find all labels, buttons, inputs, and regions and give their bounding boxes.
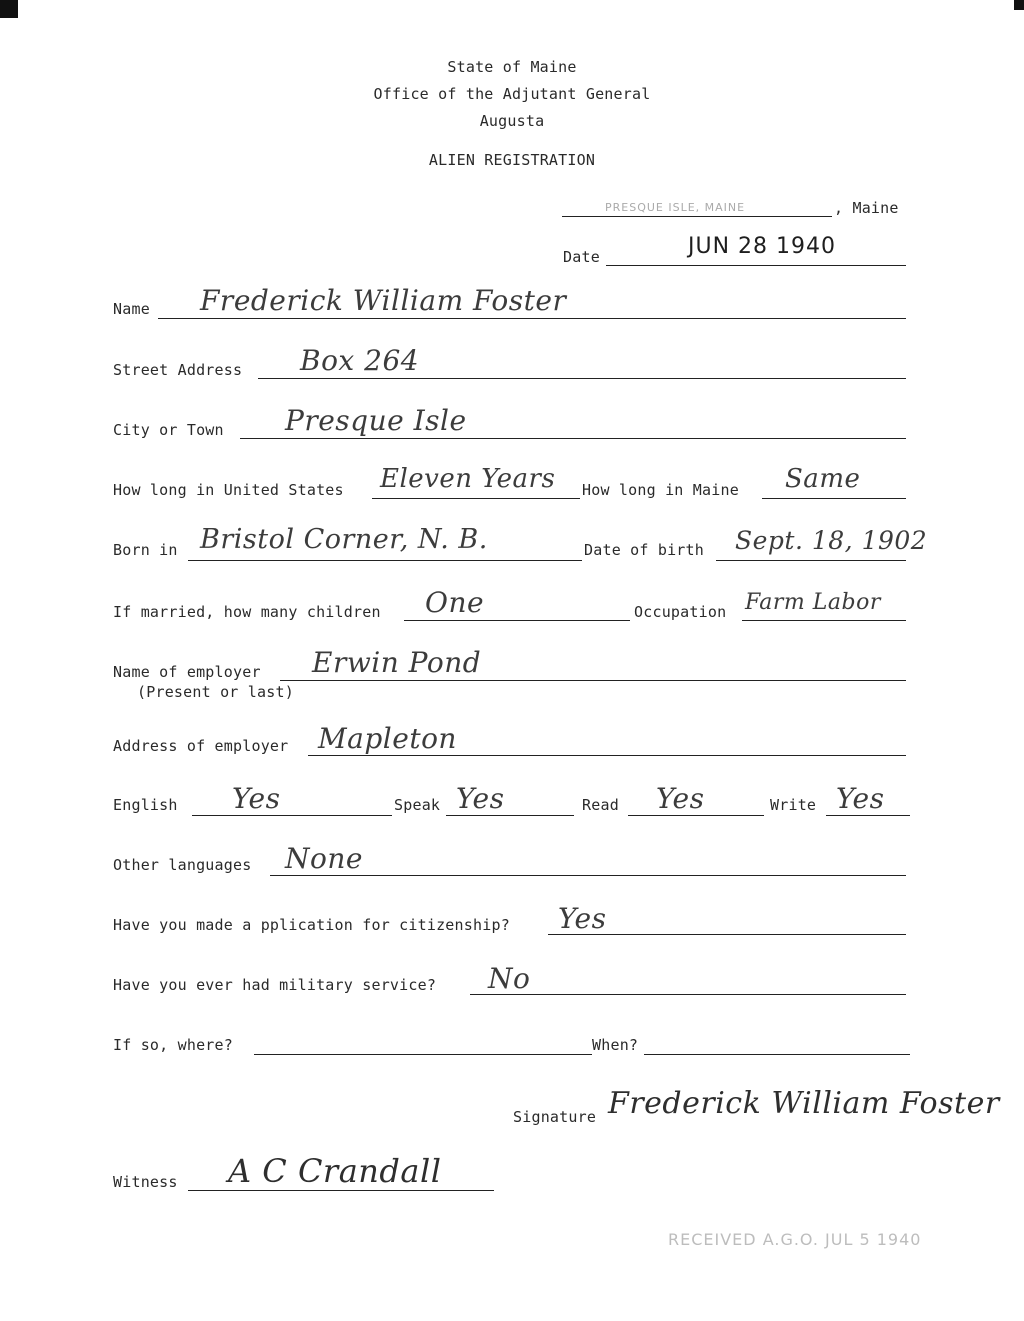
- read-line: [628, 815, 764, 816]
- city-line: [240, 438, 906, 439]
- date-of-birth-value: Sept. 18, 1902: [735, 526, 928, 555]
- place-stamp: PRESQUE ISLE, MAINE: [605, 201, 746, 214]
- children-label: If married, how many children: [113, 603, 381, 621]
- street-address-line: [258, 378, 906, 379]
- employer-address-line: [308, 755, 906, 756]
- speak-line: [446, 815, 574, 816]
- date-of-birth-label: Date of birth: [584, 541, 704, 559]
- employer-address-value: Mapleton: [318, 722, 457, 755]
- military-value: No: [488, 962, 531, 995]
- witness-line: [188, 1190, 494, 1191]
- english-label: English: [113, 796, 178, 814]
- date-line: [606, 265, 906, 266]
- occupation-value: Farm Labor: [745, 590, 881, 615]
- employer-line: [280, 680, 906, 681]
- write-value: Yes: [836, 782, 885, 815]
- born-in-label: Born in: [113, 541, 178, 559]
- city-value: Presque Isle: [285, 404, 467, 437]
- header-state: State of Maine: [447, 58, 577, 76]
- speak-value: Yes: [456, 782, 505, 815]
- witness-label: Witness: [113, 1173, 178, 1191]
- place-suffix: , Maine: [834, 199, 899, 217]
- date-stamp: JUN 28 1940: [688, 234, 837, 259]
- military-line: [470, 994, 906, 995]
- born-in-line: [188, 560, 582, 561]
- employer-label: Name of employer: [113, 663, 261, 681]
- read-value: Yes: [656, 782, 705, 815]
- other-languages-value: None: [285, 842, 363, 875]
- military-label: Have you ever had military service?: [113, 976, 437, 994]
- occupation-label: Occupation: [634, 603, 727, 621]
- name-line: [158, 318, 906, 319]
- how-long-maine-label: How long in Maine: [582, 481, 739, 499]
- how-long-maine-line: [762, 498, 906, 499]
- speak-label: Speak: [394, 796, 441, 814]
- received-stamp: RECEIVED A.G.O. JUL 5 1940: [668, 1230, 922, 1249]
- citizenship-value: Yes: [558, 902, 607, 935]
- street-address-label: Street Address: [113, 361, 243, 379]
- how-long-us-line: [372, 498, 580, 499]
- name-label: Name: [113, 300, 150, 318]
- scan-corner-mark: [0, 0, 18, 18]
- where-line: [254, 1054, 592, 1055]
- read-label: Read: [582, 796, 619, 814]
- witness-value: A C Crandall: [228, 1152, 442, 1190]
- employer-value: Erwin Pond: [312, 646, 482, 679]
- form-title: ALIEN REGISTRATION: [428, 151, 596, 169]
- name-value: Frederick William Foster: [200, 284, 567, 317]
- signature-label: Signature: [513, 1108, 597, 1126]
- how-long-us-value: Eleven Years: [380, 464, 556, 494]
- write-line: [826, 815, 910, 816]
- city-label: City or Town: [113, 421, 224, 439]
- date-of-birth-line: [716, 560, 906, 561]
- occupation-line: [742, 620, 906, 621]
- date-label: Date: [563, 248, 600, 266]
- employer-sublabel: (Present or last): [137, 683, 294, 701]
- street-address-value: Box 264: [300, 344, 420, 377]
- scan-corner-mark: [1014, 0, 1024, 10]
- children-line: [404, 620, 630, 621]
- other-languages-label: Other languages: [113, 856, 252, 874]
- how-long-maine-value: Same: [785, 464, 861, 494]
- how-long-us-label: How long in United States: [113, 481, 344, 499]
- when-label: When?: [592, 1036, 639, 1054]
- born-in-value: Bristol Corner, N. B.: [200, 524, 488, 555]
- english-value: Yes: [232, 782, 281, 815]
- employer-address-label: Address of employer: [113, 737, 289, 755]
- place-line: [562, 216, 832, 217]
- write-label: Write: [770, 796, 817, 814]
- other-languages-line: [270, 875, 906, 876]
- when-line: [644, 1054, 910, 1055]
- citizenship-label: Have you made a pplication for citizenship?: [113, 916, 510, 934]
- header-office: Office of the Adjutant General: [373, 85, 651, 103]
- header-city: Augusta: [479, 112, 545, 130]
- children-value: One: [425, 586, 485, 619]
- english-line: [192, 815, 392, 816]
- where-label: If so, where?: [113, 1036, 233, 1054]
- signature-value: Frederick William Foster: [608, 1086, 1000, 1121]
